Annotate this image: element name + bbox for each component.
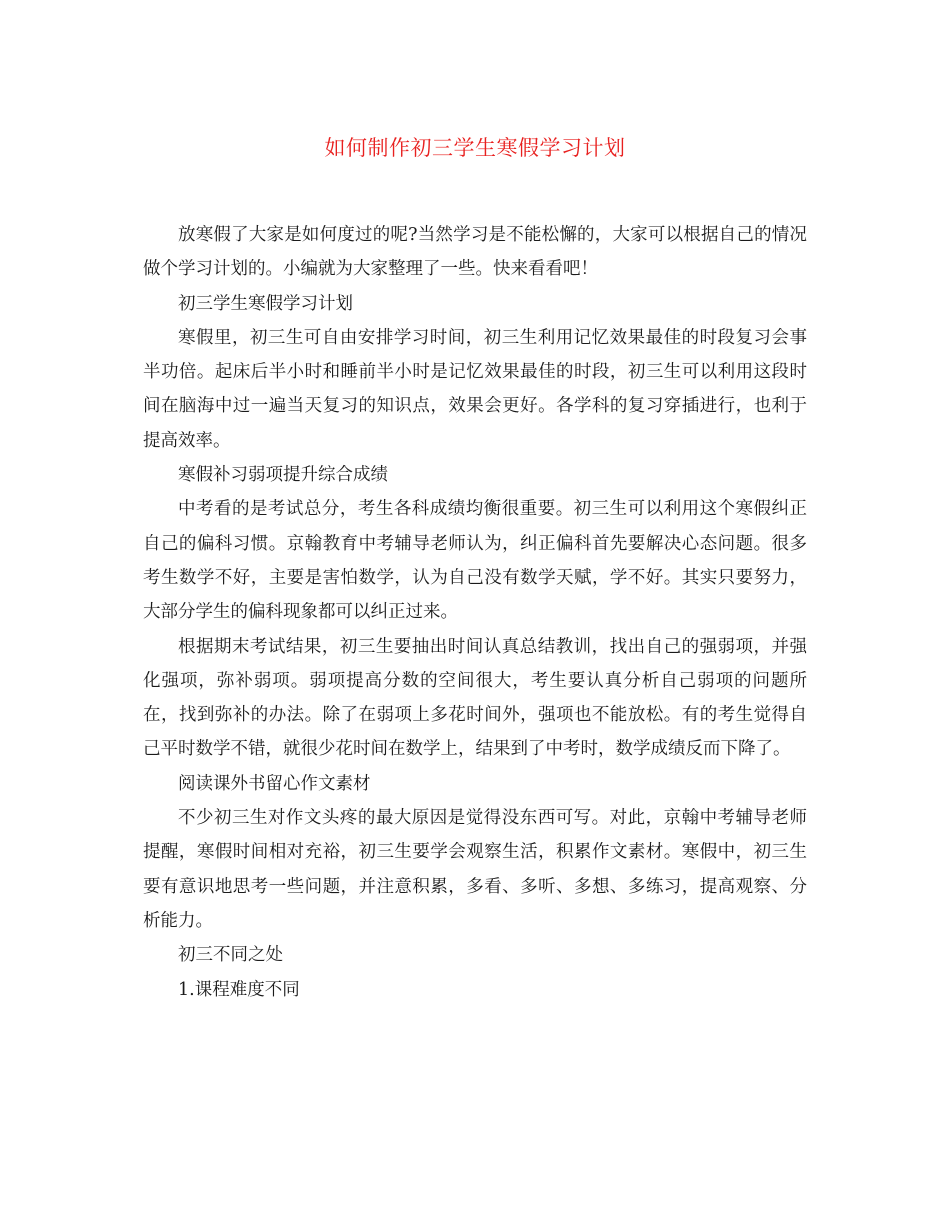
paragraph-exam-review: 根据期末考试结果，初三生要抽出时间认真总结教训，找出自己的强弱项，并强化强项，弥补弱项。弱项提高分数的空间很大，考生要认真分析自己弱项的问题所在，找到弥补的办法。除了在弱项上多花时间外，强项也不能放松。有的考生觉得自己平时数学不错，就很少花时间在数学上，结果到了中考时，数学成绩反而下降了。 [143, 636, 807, 760]
document-body [143, 218, 807, 1007]
list-item-course-difficulty: 1.课程难度不同 [178, 979, 300, 1000]
page-title: 如何制作初三学生寒假学习计划 [324, 136, 626, 160]
paragraph-intro: 放寒假了大家是如何度过的呢?当然学习是不能松懈的，大家可以根据自己的情况做个学习计划的。小编就为大家整理了一些。快来看看吧！ [143, 225, 807, 280]
paragraph-balance-subjects: 中考看的是考试总分，考生各科成绩均衡很重要。初三生可以利用这个寒假纠正自己的偏科习惯。京翰教育中考辅导老师认为，纠正偏科首先要解决心态问题。很多考生数学不好，主要是害怕数学，认为自己没有数学天赋，学不好。其实只要努力，大部分学生的偏科现象都可以纠正过来。 [143, 499, 807, 623]
section-heading-reading: 阅读课外书留心作文素材 [178, 773, 371, 794]
paragraph-study-time: 寒假里，初三生可自由安排学习时间，初三生利用记忆效果最佳的时段复习会事半功倍。起床后半小时和睡前半小时是记忆效果最佳的时段，初三生可以利用这段时间在脑海中过一遍当天复习的知识点，效果会更好。各学科的复习穿插进行，也利于提高效率。 [143, 327, 807, 451]
section-heading-weak-subjects: 寒假补习弱项提升综合成绩 [178, 465, 388, 486]
section-heading-differences: 初三不同之处 [178, 945, 283, 966]
section-heading-study-plan: 初三学生寒假学习计划 [178, 293, 353, 314]
paragraph-writing-material: 不少初三生对作文头疼的最大原因是觉得没东西可写。对此，京翰中考辅导老师提醒，寒假时间相对充裕，初三生要学会观察生活，积累作文素材。寒假中，初三生要有意识地思考一些问题，并注意积累，多看、多听、多想、多练习，提高观察、分析能力。 [143, 808, 807, 931]
